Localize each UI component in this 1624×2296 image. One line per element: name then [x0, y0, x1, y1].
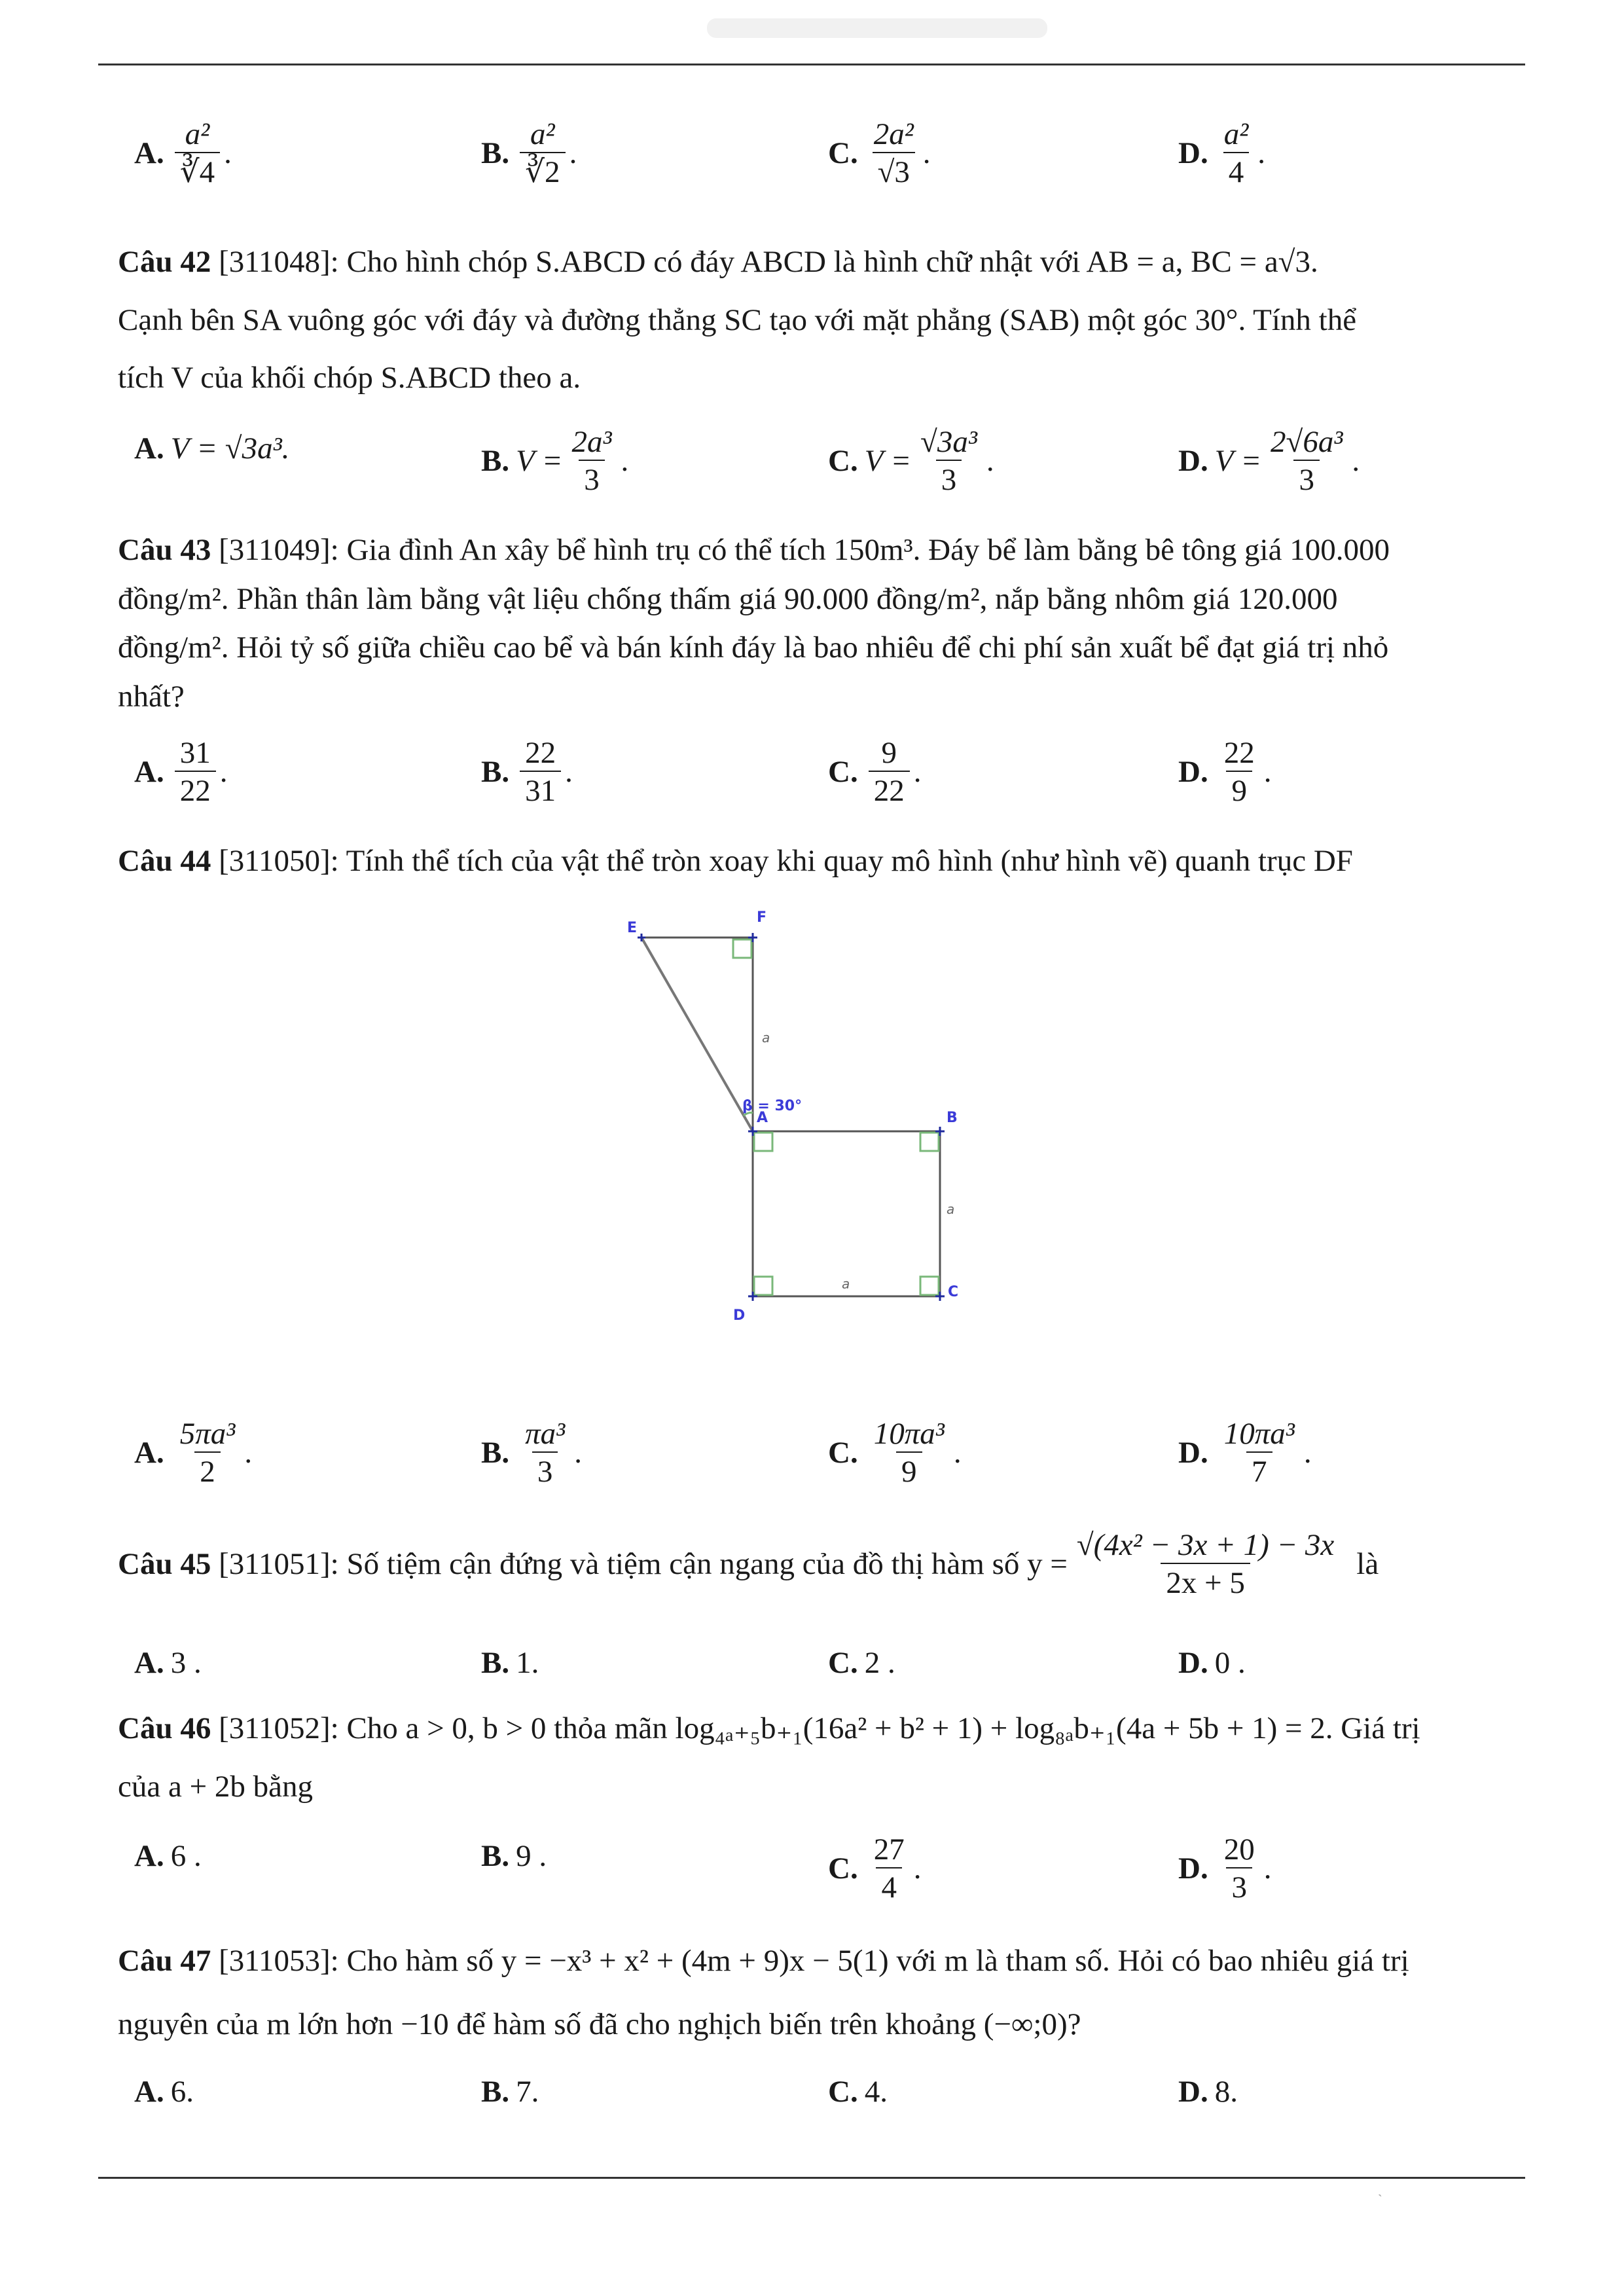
answer-text: 3 . [170, 1646, 202, 1680]
numerator: 9 [881, 736, 897, 770]
answer-tail: . [1352, 444, 1360, 479]
denominator: √3 [873, 152, 915, 190]
answer-tail: . [244, 1436, 253, 1470]
fraction [566, 426, 617, 497]
answer-text: V = √3a³. [170, 431, 290, 465]
answer-label: A. [134, 431, 164, 465]
answer-label: B. [481, 1646, 510, 1680]
q44-line-1 [118, 838, 1512, 884]
answer-text: 1. [516, 1646, 539, 1680]
angle-label: β = 30° [742, 1098, 803, 1114]
answer-tail: . [1257, 136, 1266, 171]
answer-label: D. [1178, 1851, 1208, 1886]
denominator: 4 [876, 1867, 902, 1905]
q44-answer-c [828, 1417, 962, 1489]
answer-tail: . [913, 1851, 922, 1886]
numerator: 2√6a³ [1271, 425, 1343, 459]
numerator: √3a³ [920, 425, 977, 459]
right-angle-f [733, 939, 751, 958]
answer-text: 6 . [170, 1839, 202, 1873]
answer-text: 6. [170, 2075, 194, 2109]
numerator: 22 [525, 736, 556, 770]
answer-prefix: V = [516, 444, 563, 479]
answer-label: A. [134, 755, 164, 790]
figure-svg [615, 903, 982, 1349]
answer-prefix: V = [1214, 444, 1262, 479]
q47-answer-c [828, 2069, 888, 2115]
question-46 [118, 1705, 1512, 1810]
answer-label: B. [481, 1839, 510, 1873]
label-b: B [947, 1110, 958, 1126]
question-number: Câu 43 [118, 533, 211, 567]
fraction [520, 118, 565, 189]
q45-answer-b [481, 1640, 539, 1686]
answer-tail: . [621, 444, 629, 479]
numerator: a² [185, 117, 210, 151]
q47-answer-a [134, 2069, 194, 2115]
answer-text: 7. [516, 2075, 539, 2109]
denominator: 22 [175, 771, 216, 809]
footer-rule [98, 2177, 1525, 2179]
fraction [520, 1417, 570, 1489]
q41-answer-b [481, 118, 577, 189]
fraction [915, 426, 983, 497]
answer-label: A. [134, 2075, 164, 2109]
numerator: √(4x² − 3x + 1) − 3x [1076, 1528, 1335, 1562]
label-c: C [948, 1284, 959, 1300]
answer-text: 8. [1214, 2075, 1238, 2109]
fraction [869, 1417, 950, 1489]
q45-answer-d [1178, 1640, 1246, 1686]
q43-line-4: nhất? [118, 679, 185, 714]
q46-answer-b [481, 1833, 547, 1880]
q41-answer-a [134, 118, 232, 189]
right-angle-c [920, 1277, 939, 1295]
answer-tail: . [922, 136, 931, 171]
answer-label: A. [134, 1646, 164, 1680]
answer-text: 2 . [864, 1646, 895, 1680]
q42-answer-b [481, 426, 628, 497]
answer-label: B. [481, 444, 510, 479]
answer-label: D. [1178, 1646, 1208, 1680]
question-44 [118, 838, 1512, 884]
side-label-cd: a [842, 1276, 850, 1292]
answer-tail: . [219, 755, 228, 790]
answer-label: B. [481, 136, 510, 171]
point-markers [638, 933, 945, 1301]
answer-label: C. [828, 444, 858, 479]
denominator: 3 [1293, 460, 1320, 498]
label-a: A [757, 1110, 768, 1126]
q44-answer-a [134, 1417, 252, 1489]
fraction [1219, 118, 1254, 189]
answer-prefix: V = [864, 444, 912, 479]
answer-label: C. [828, 755, 858, 790]
q41-answer-d [1178, 118, 1265, 189]
q46-answer-d [1178, 1833, 1271, 1904]
question-47 [118, 1938, 1512, 2047]
question-text: [311049]: Gia đình An xây bể hình trụ có thể tích 150m³. Đáy bể làm bằng bê tông giá 100.000 [219, 533, 1390, 567]
header-rule [98, 64, 1525, 65]
answer-label: C. [828, 136, 858, 171]
question-45 [118, 1529, 1512, 1600]
right-angle-d [754, 1277, 772, 1295]
label-d: D [733, 1307, 746, 1324]
answer-tail: . [953, 1436, 962, 1470]
question-42 [118, 239, 1512, 401]
numerator: 22 [1223, 736, 1255, 770]
denominator: 4 [1223, 152, 1250, 190]
answer-tail: . [565, 755, 573, 790]
right-angle-a [754, 1133, 772, 1151]
denominator: ∛2 [520, 152, 565, 190]
numerator: 10πa³ [873, 1417, 945, 1451]
label-e: E [627, 920, 638, 936]
denominator: 9 [896, 1451, 922, 1489]
answer-label: C. [828, 2075, 858, 2109]
q42-line-3: tích V của khối chóp S.ABCD theo a. [118, 361, 581, 395]
question-number: Câu 42 [118, 245, 211, 279]
q46-line-2: của a + 2b bằng [118, 1769, 313, 1804]
q45-answer-a [134, 1640, 202, 1686]
numerator: 10πa³ [1223, 1417, 1295, 1451]
answer-text: 9 . [516, 1839, 547, 1873]
numerator: 20 [1223, 1832, 1255, 1867]
answer-tail: . [986, 444, 994, 479]
q46-line-1 [118, 1705, 1512, 1752]
fraction [520, 737, 561, 808]
answer-label: D. [1178, 136, 1208, 171]
q41-answer-c [828, 118, 931, 189]
q42-line-2: Cạnh bên SA vuông góc với đáy và đường thẳng SC tạo với mặt phẳng (SAB) một góc 30°. Tính thể [118, 302, 1357, 337]
fraction [869, 1833, 910, 1904]
q43-answer-a [134, 737, 227, 808]
numerator: a² [530, 117, 555, 151]
answer-label: B. [481, 2075, 510, 2109]
fraction [1219, 1833, 1260, 1904]
denominator: 31 [520, 771, 561, 809]
right-angle-b [920, 1133, 939, 1151]
numerator: 2a³ [571, 425, 612, 459]
q46-answer-a [134, 1833, 202, 1880]
question-number: Câu 45 [118, 1547, 211, 1582]
fraction [175, 118, 220, 189]
fraction [1219, 737, 1260, 808]
denominator: 22 [869, 771, 910, 809]
segment-ea [641, 938, 753, 1131]
denominator: 3 [936, 460, 962, 498]
answer-tail: . [574, 1436, 582, 1470]
q43-line-3: đồng/m². Hỏi tỷ số giữa chiều cao bể và bán kính đáy là bao nhiêu để chi phí sản xuất bể đạt giá trị nhỏ [118, 630, 1389, 665]
answer-label: A. [134, 136, 164, 171]
answer-label: A. [134, 1436, 164, 1470]
denominator: ∛4 [175, 152, 220, 190]
q45-answer-c [828, 1640, 895, 1686]
label-f: F [757, 909, 767, 926]
denominator: 2x + 5 [1161, 1563, 1250, 1601]
q42-answer-d [1178, 426, 1360, 497]
q43-line-2: đồng/m². Phần thân làm bằng vật liệu chống thấm giá 90.000 đồng/m², nắp bằng nhôm giá 120.000 [118, 581, 1338, 616]
q47-answer-b [481, 2069, 539, 2115]
numerator: πa³ [525, 1417, 566, 1451]
denominator: 3 [1226, 1867, 1252, 1905]
question-text: [311048]: Cho hình chóp S.ABCD có đáy ABCD là hình chữ nhật với AB = a, BC = a√3. [219, 245, 1318, 279]
answer-label: D. [1178, 755, 1208, 790]
denominator: 2 [194, 1451, 221, 1489]
q47-answer-d [1178, 2069, 1238, 2115]
q42-answer-a [134, 426, 289, 472]
question-text: [311053]: Cho hàm số y = −x³ + x² + (4m + 9)x − 5(1) với m là tham số. Hỏi có bao nhiêu giá trị [219, 1944, 1409, 1978]
answer-label: B. [481, 1436, 510, 1470]
question-number: Câu 46 [118, 1711, 211, 1745]
answer-tail: . [1303, 1436, 1312, 1470]
q44-answer-d [1178, 1417, 1312, 1489]
rotation-figure [615, 903, 982, 1349]
answer-label: C. [828, 1646, 858, 1680]
denominator: 9 [1226, 771, 1252, 809]
fraction [869, 118, 919, 189]
answer-label: B. [481, 755, 510, 790]
q47-line-2: nguyên của m lớn hơn −10 để hàm số đã cho nghịch biến trên khoảng (−∞;0)? [118, 2007, 1081, 2041]
denominator: 7 [1246, 1451, 1272, 1489]
answer-text: 4. [864, 2075, 888, 2109]
q42-line-1 [118, 239, 1512, 285]
answer-text: 0 . [1214, 1646, 1246, 1680]
question-text: [311052]: Cho a > 0, b > 0 thỏa mãn log₄ₐ₊₅b₊₁(16a² + b² + 1) + log₈ₐb₊₁(4a + 5b + 1) = 2. Giá trị [219, 1711, 1420, 1745]
answer-tail: . [1263, 1851, 1272, 1886]
answer-label: A. [134, 1839, 164, 1873]
numerator: a² [1223, 117, 1249, 151]
answer-label: D. [1178, 444, 1208, 479]
fraction [175, 737, 216, 808]
fraction [1219, 1417, 1300, 1489]
q46-answer-c [828, 1833, 921, 1904]
function-fraction [1072, 1529, 1339, 1600]
answer-label: D. [1178, 2075, 1208, 2109]
numerator: 5πa³ [179, 1417, 236, 1451]
q43-line-1 [118, 527, 1512, 574]
q42-answer-c [828, 426, 994, 497]
q43-answer-c [828, 737, 921, 808]
answer-tail: . [913, 755, 922, 790]
side-label-bc: a [947, 1201, 955, 1217]
question-tail: là [1356, 1547, 1379, 1582]
answer-tail: . [224, 136, 232, 171]
q43-answer-d [1178, 737, 1271, 808]
fraction [1265, 426, 1348, 497]
question-number: Câu 44 [118, 844, 211, 878]
numerator: 2a² [873, 117, 914, 151]
q43-answer-b [481, 737, 573, 808]
answer-tail: . [569, 136, 577, 171]
side-label-fa: a [762, 1030, 770, 1046]
q47-line-1 [118, 1938, 1512, 1984]
denominator: 3 [579, 460, 605, 498]
answer-tail: . [1263, 755, 1272, 790]
q44-answer-b [481, 1417, 582, 1489]
header-blurred-text [707, 18, 1047, 38]
denominator: 3 [532, 1451, 558, 1489]
answer-label: D. [1178, 1436, 1208, 1470]
numerator: 31 [179, 736, 211, 770]
fraction [869, 737, 910, 808]
numerator: 27 [873, 1832, 905, 1867]
answer-label: C. [828, 1851, 858, 1886]
question-text: [311050]: Tính thể tích của vật thể tròn xoay khi quay mô hình (như hình vẽ) quanh trục DF [219, 844, 1353, 878]
footer-mark: ` [1378, 2193, 1382, 2207]
question-text: [311051]: Số tiệm cận đứng và tiệm cận ngang của đồ thị hàm số y = [219, 1547, 1068, 1582]
question-number: Câu 47 [118, 1944, 211, 1978]
fraction [175, 1417, 241, 1489]
question-43 [118, 527, 1512, 720]
answer-label: C. [828, 1436, 858, 1470]
